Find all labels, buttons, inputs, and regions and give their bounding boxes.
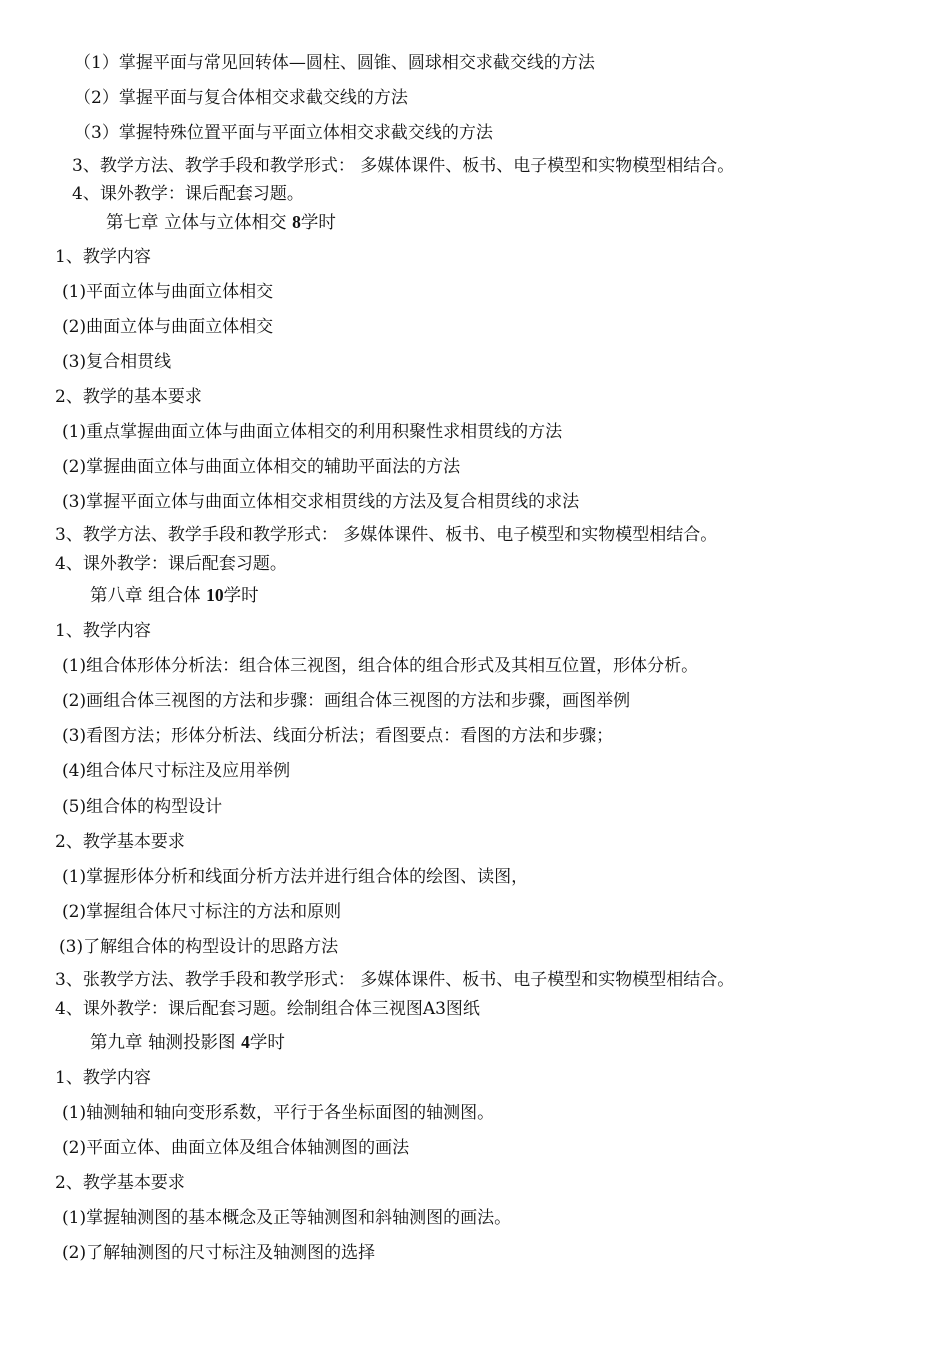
chapter-unit: 学时 [223,586,259,606]
text-line: 1、教学内容 [55,247,151,267]
text-line: 2、教学基本要求 [55,1173,185,1193]
chapter-heading [90,584,259,607]
text-line: (3)复合相贯线 [62,352,172,372]
chapter-hours: 10 [206,585,224,605]
text-line: (4)组合体尺寸标注及应用举例 [62,761,291,781]
text-line: (3)掌握平面立体与曲面立体相交求相贯线的方法及复合相贯线的求法 [62,492,580,512]
text-line: 2、教学的基本要求 [55,387,202,407]
text-line: (1)平面立体与曲面立体相交 [62,282,274,302]
chapter-title: 第九章 轴测投影图 [90,1033,242,1053]
text-line: (2)平面立体、曲面立体及组合体轴测图的画法 [62,1138,410,1158]
chapter-hours: 4 [241,1032,250,1052]
text-line: (1)掌握形体分析和线面分析方法并进行组合体的绘图、读图， [62,867,529,887]
text-line: （2）掌握平面与复合体相交求截交线的方法 [74,88,408,108]
text-line: 2、教学基本要求 [55,832,185,852]
text-line: (3)看图方法；形体分析法、线面分析法；看图要点：看图的方法和步骤； [62,726,614,746]
text-line: 3、教学方法、教学手段和教学形式： 多媒体课件、板书、电子模型和实物模型相结合。 [55,525,718,545]
text-line: （1）掌握平面与常见回转体—圆柱、圆锥、圆球相交求截交线的方法 [74,53,595,73]
text-line: (1)组合体形体分析法：组合体三视图，组合体的组合形式及其相互位置，形体分析。 [62,656,699,676]
chapter-hours: 8 [292,212,301,232]
text-line: 4、课外教学：课后配套习题。 [55,554,287,574]
text-line: (2)了解轴测图的尺寸标注及轴测图的选择 [62,1243,376,1263]
text-line: (1)掌握轴测图的基本概念及正等轴测图和斜轴测图的画法。 [62,1208,512,1228]
text-line: 4、课外教学：课后配套习题。绘制组合体三视图A3图纸 [55,999,480,1019]
text-line: (2)掌握组合体尺寸标注的方法和原则 [62,902,342,922]
text-line: （3）掌握特殊位置平面与平面立体相交求截交线的方法 [74,123,493,143]
text-line: (2)画组合体三视图的方法和步骤：画组合体三视图的方法和步骤，画图举例 [62,691,631,711]
text-line: (2)掌握曲面立体与曲面立体相交的辅助平面法的方法 [62,457,461,477]
chapter-unit: 学时 [249,1033,285,1053]
text-line: (5)组合体的构型设计 [62,797,223,817]
text-line: (1)重点掌握曲面立体与曲面立体相交的利用积聚性求相贯线的方法 [62,422,563,442]
text-line: 4、课外教学：课后配套习题。 [72,184,304,204]
chapter-heading [90,1031,285,1054]
text-line: 1、教学内容 [55,621,151,641]
chapter-title: 第八章 组合体 [90,586,207,606]
text-line: (1)轴测轴和轴向变形系数，平行于各坐标面图的轴测图。 [62,1103,495,1123]
text-line: (3)了解组合体的构型设计的思路方法 [59,937,339,957]
chapter-unit: 学时 [300,213,336,233]
chapter-heading [106,211,336,234]
text-line: (2)曲面立体与曲面立体相交 [62,317,274,337]
text-line: 1、教学内容 [55,1068,151,1088]
chapter-title: 第七章 立体与立体相交 [106,213,293,233]
text-line: 3、张教学方法、教学手段和教学形式： 多媒体课件、板书、电子模型和实物模型相结合。 [55,970,735,990]
text-line: 3、教学方法、教学手段和教学形式： 多媒体课件、板书、电子模型和实物模型相结合。 [72,156,735,176]
